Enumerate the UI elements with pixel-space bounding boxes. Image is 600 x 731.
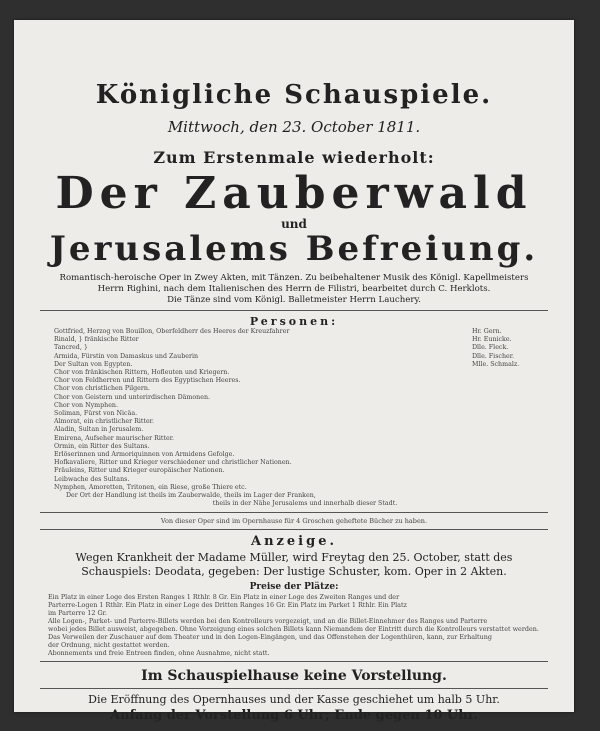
cast-list bbox=[44, 328, 544, 492]
price-line: Parterre-Logen 1 Rthlr. Ein Platz in einer Loge des Dritten Ranges 16 Gr. Ein Platz im Parket 1 Rthlr. Ein Platz bbox=[48, 601, 407, 610]
cast-role: Chor von christlichen Pilgern. bbox=[54, 385, 150, 393]
cast-role: Erlöserinnen und Armoriquinnen von Armidens Gefolge. bbox=[54, 451, 235, 459]
cast-row bbox=[44, 394, 544, 402]
cast-role: Chor von fränkischen Rittern, Hofleuten und Kriegern. bbox=[54, 369, 230, 377]
cast-row bbox=[44, 443, 544, 451]
booklet-note: Von dieser Oper sind im Opernhause für 4 Groschen geheftete Bücher zu haben. bbox=[160, 517, 428, 526]
cast-actor bbox=[472, 410, 544, 418]
cast-row bbox=[44, 377, 544, 385]
theatre-title: Königliche Schauspiele. bbox=[95, 80, 493, 110]
cast-row bbox=[44, 459, 544, 467]
cast-actor bbox=[472, 459, 544, 467]
cast-actor: Mlle. Schmalz. bbox=[472, 360, 520, 368]
cast-actor bbox=[472, 435, 544, 443]
cast-role: Tancred, } bbox=[54, 344, 88, 352]
play-title-1: Der Zauberwald bbox=[55, 168, 533, 219]
prices-text bbox=[48, 593, 540, 657]
playbill-page bbox=[14, 20, 574, 724]
cast-role: Gottfried, Herzog von Bouillon, Oberfeldherr des Heeres der Kreuzfahrer bbox=[54, 328, 290, 335]
cast-row bbox=[44, 344, 544, 352]
cast-role: Aladin, Sultan in Jerusalem. bbox=[54, 426, 144, 434]
cast-row bbox=[44, 361, 544, 369]
cast-actor bbox=[472, 467, 544, 475]
cast-row bbox=[44, 410, 544, 418]
start-end-time: Anfang der Vorstellung 6 Uhr; Ende gegen 10 Uhr. bbox=[110, 708, 478, 724]
cast-row bbox=[44, 385, 544, 393]
price-line: der Ordnung, nicht gestattet werden. bbox=[48, 641, 170, 650]
price-line: Alle Logen-, Parket- und Parterre-Billets werden bei den Kontrolleurs vorgezeigt, und an die Billet-Einnehmer des Ranges und Parterre bbox=[48, 617, 488, 626]
cast-notes bbox=[44, 492, 544, 508]
notice-line: Wegen Krankheit der Madame Müller, wird Freytag den 25. October, statt des bbox=[75, 551, 513, 565]
cast-row bbox=[44, 484, 544, 492]
divider bbox=[40, 661, 548, 662]
divider bbox=[40, 310, 548, 311]
cast-row bbox=[44, 435, 544, 443]
notice-heading: Anzeige. bbox=[250, 534, 338, 550]
cast-actor bbox=[472, 451, 544, 459]
cast-actor bbox=[472, 476, 544, 484]
cast-actor bbox=[472, 385, 544, 393]
divider bbox=[40, 529, 548, 530]
cast-row bbox=[44, 328, 544, 336]
cast-actor bbox=[472, 426, 544, 434]
price-line: wobei jedes Billet ausweist, abgegeben. Ohne Vorzeigung eines solchen Billets kann Niemandem der Eintritt durch die Kontrolleurs verstattet werden. bbox=[48, 625, 539, 634]
cast-row bbox=[44, 353, 544, 361]
cast-row bbox=[44, 426, 544, 434]
cast-role: Ormin, ein Ritter des Sultans. bbox=[54, 442, 150, 450]
cast-actor: Dlle. Fischer. bbox=[472, 352, 515, 360]
cast-note: Der Ort der Handlung ist theils im Zauberwalde, theils im Lager der Franken, bbox=[66, 492, 316, 500]
cast-row bbox=[44, 402, 544, 410]
cast-actor bbox=[472, 394, 544, 402]
cast-row bbox=[44, 418, 544, 426]
repeat-notice: Zum Erstenmale wiederholt: bbox=[153, 148, 435, 167]
cast-actor bbox=[472, 484, 544, 492]
cast-role: Armida, Fürstin von Damaskus und Zauberin bbox=[54, 352, 199, 360]
performance-date: Mittwoch, den 23. October 1811. bbox=[167, 118, 421, 136]
cast-role: Chor von Geistern und unterirdischen Dämonen. bbox=[54, 393, 210, 401]
cast-row bbox=[44, 451, 544, 459]
cast-role: Nymphen, Amoretten, Tritonen, ein Riese, große Thiere etc. bbox=[54, 483, 247, 491]
price-line: Das Verweilen der Zuschauer auf dem Theater und in den Logen-Eingängen, und das Offenstehen der Logenthüren, kann, zur Erhaltung bbox=[48, 633, 492, 642]
cast-actor: Hr. Gern. bbox=[472, 328, 502, 335]
cast-role: Almorat, ein christlicher Ritter. bbox=[54, 418, 154, 426]
cast-heading: Personen: bbox=[249, 315, 339, 328]
cast-role: Chor von Nymphen. bbox=[54, 401, 118, 409]
cast-role: Soliman, Fürst von Nicäa. bbox=[54, 410, 138, 418]
cast-role: Fräuleins, Ritter und Krieger europäischer Nationen. bbox=[54, 467, 225, 475]
description-line: Romantisch-heroische Oper in Zwey Akten, mit Tänzen. Zu beibehaltener Musik des Königl. Kapellmeisters bbox=[59, 273, 529, 283]
divider bbox=[40, 512, 548, 513]
no-performance-notice: Im Schauspielhause keine Vorstellung. bbox=[141, 668, 447, 685]
cast-note: theils in der Nähe Jerusalems und innerhalb dieser Stadt. bbox=[212, 500, 398, 508]
cast-actor bbox=[472, 377, 544, 385]
description-line: Die Tänze sind vom Königl. Balletmeister Herrn Lauchery. bbox=[167, 295, 421, 305]
cast-role: Der Sultan von Egypten. bbox=[54, 360, 133, 368]
price-line: im Parterre 12 Gr. bbox=[48, 609, 107, 618]
description-line: Herrn Righini, nach dem Italienischen des Herrn de Filistri, bearbeitet durch C. Herklots. bbox=[97, 284, 491, 294]
cast-actor: Dlle. Fleck. bbox=[472, 344, 509, 352]
cast-role: Emirena, Aufseher maurischer Ritter. bbox=[54, 434, 175, 442]
play-title-2: Jerusalems Befreiung. bbox=[49, 229, 539, 269]
cast-actor: Hr. Eunicke. bbox=[472, 336, 512, 344]
price-line: Ein Platz in einer Loge des Ersten Ranges 1 Rthlr. 8 Gr. Ein Platz in einer Loge des Zweiten Ranges und der bbox=[48, 593, 400, 602]
cast-role: Hofkavaliere, Ritter und Krieger verschiedener und christlicher Nationen. bbox=[54, 459, 292, 467]
play-title-connector: und bbox=[281, 217, 307, 231]
cast-role: Leibwache des Sultans. bbox=[54, 475, 130, 483]
cast-row bbox=[44, 476, 544, 484]
price-line: Abonnements und freie Entreen finden, ohne Ausnahme, nicht statt. bbox=[48, 649, 270, 658]
cast-role: Rinald, } fränkische Ritter bbox=[54, 336, 139, 344]
cast-actor bbox=[472, 418, 544, 426]
cast-actor bbox=[472, 369, 544, 377]
cast-row bbox=[44, 467, 544, 475]
divider bbox=[40, 688, 548, 689]
notice-text bbox=[42, 551, 546, 579]
cast-actor bbox=[472, 443, 544, 451]
cast-row bbox=[44, 369, 544, 377]
cast-actor bbox=[472, 402, 544, 410]
prices-heading: Preise der Plätze: bbox=[249, 582, 339, 593]
opera-description bbox=[42, 273, 546, 306]
cast-row bbox=[44, 336, 544, 344]
notice-line: Schauspiels: Deodata, gegeben: Der lustige Schuster, kom. Oper in 2 Akten. bbox=[81, 565, 507, 579]
cast-role: Chor von Feldherren und Rittern des Egyptischen Heeres. bbox=[54, 377, 241, 385]
opening-time: Die Eröffnung des Opernhauses und der Kasse geschiehet um halb 5 Uhr. bbox=[88, 693, 500, 707]
